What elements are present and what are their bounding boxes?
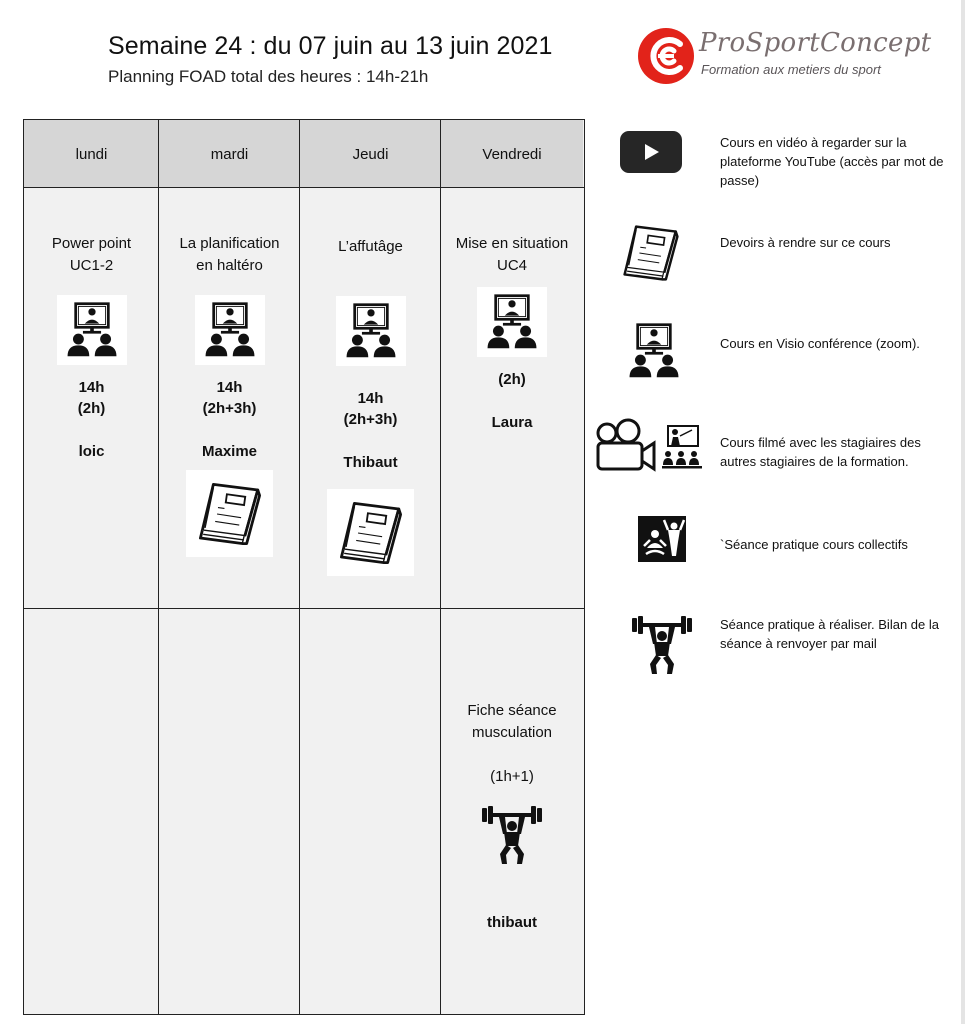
session-trainer: Maxime bbox=[201, 443, 258, 460]
session-duration: (2h+3h) bbox=[343, 411, 398, 428]
session-trainer: loic bbox=[78, 443, 105, 460]
session-title: UC1-2 bbox=[69, 257, 114, 274]
session-time: 14h bbox=[78, 379, 105, 396]
youtube-icon bbox=[620, 131, 682, 173]
session-title: L’affutâge bbox=[338, 238, 403, 255]
day-header-mardi: mardi bbox=[159, 120, 300, 188]
legend-item-filmed-class bbox=[596, 418, 965, 478]
legend-text: Séance pratique à réaliser. Bilan de la séance à renvoyer par mail bbox=[720, 617, 939, 651]
group-class-icon bbox=[638, 516, 686, 562]
legend-text: Cours en Visio conférence (zoom). bbox=[720, 336, 920, 351]
visio-icon bbox=[477, 287, 547, 357]
day-header-vendredi: Vendredi bbox=[441, 120, 583, 188]
row-divider bbox=[24, 608, 584, 609]
visio-icon bbox=[57, 295, 127, 365]
legend-text: Cours filmé avec les stagiaires des autres stagiaires de la formation. bbox=[720, 435, 921, 469]
session-title: Mise en situation bbox=[455, 235, 569, 252]
legend-item-visio bbox=[596, 322, 965, 382]
session-title: La planification bbox=[179, 235, 280, 252]
extra-session-cell-vendredi bbox=[441, 700, 583, 933]
legend-text: Devoirs à rendre sur ce cours bbox=[720, 235, 891, 250]
session-title: Power point bbox=[51, 235, 132, 252]
filmed-class-icon bbox=[596, 418, 706, 474]
book-icon bbox=[186, 470, 273, 557]
logo-tagline: Formation aux metiers du sport bbox=[701, 62, 881, 77]
weightlifter-icon bbox=[630, 612, 694, 676]
header bbox=[108, 32, 553, 87]
session-duration: (2h) bbox=[498, 371, 526, 388]
session-duration: (2h+3h) bbox=[202, 400, 257, 417]
session-cell-jeudi bbox=[300, 236, 441, 576]
day-header-lundi: lundi bbox=[24, 120, 159, 188]
legend-text: Cours en vidéo à regarder sur la plateforme YouTube (accès par mot de passe) bbox=[720, 135, 944, 188]
day-header-jeudi: Jeudi bbox=[300, 120, 441, 188]
session-title: UC4 bbox=[496, 257, 527, 274]
session-title: Fiche séance bbox=[467, 702, 557, 719]
visio-icon bbox=[625, 322, 683, 380]
planning-table bbox=[23, 119, 585, 1015]
visio-icon bbox=[195, 295, 265, 365]
weightlifter-icon bbox=[480, 802, 544, 870]
legend-item-youtube bbox=[596, 131, 965, 191]
session-trainer: Laura bbox=[491, 414, 533, 431]
session-cell-lundi bbox=[24, 233, 159, 462]
visio-icon bbox=[336, 296, 406, 366]
logo-name: ProSportConcept bbox=[699, 28, 932, 58]
session-title: musculation bbox=[471, 724, 553, 741]
session-cell-mardi bbox=[159, 233, 300, 557]
book-icon bbox=[618, 220, 684, 286]
session-cell-vendredi bbox=[441, 233, 583, 433]
session-duration: (2h) bbox=[77, 400, 106, 417]
row-divider bbox=[24, 187, 584, 188]
page-edge bbox=[961, 0, 965, 1024]
session-title: en haltéro bbox=[196, 257, 263, 274]
page-title: Semaine 24 : du 07 juin au 13 juin 2021 bbox=[108, 32, 553, 60]
book-icon bbox=[327, 489, 414, 576]
prosportconcept-logo bbox=[636, 26, 946, 86]
session-trainer: Thibaut bbox=[343, 454, 398, 471]
session-time: 14h bbox=[357, 390, 384, 407]
page-subtitle: Planning FOAD total des heures : 14h-21h bbox=[108, 67, 429, 86]
legend-item-practice bbox=[596, 612, 965, 682]
legend-text: `Séance pratique cours collectifs bbox=[720, 537, 908, 552]
session-duration: (1h+1) bbox=[490, 768, 534, 785]
legend-item-group-class bbox=[596, 516, 965, 566]
session-trainer: thibaut bbox=[487, 914, 537, 931]
session-time: 14h bbox=[216, 379, 243, 396]
logo-mark-icon bbox=[636, 26, 696, 86]
legend-item-homework bbox=[596, 220, 965, 290]
